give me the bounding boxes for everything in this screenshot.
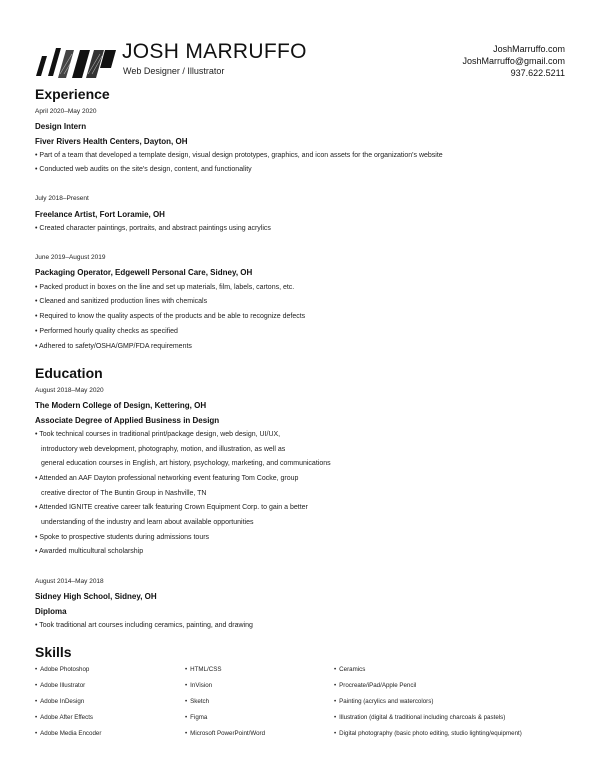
school-bullet: • Spoke to prospective students during admissions tours: [35, 534, 210, 541]
job-date: June 2019–August 2019: [35, 254, 106, 261]
skill-item: • Painting (acrylics and watercolors): [334, 697, 434, 705]
email-link[interactable]: JoshMarruffo@gmail.com: [462, 56, 565, 66]
school-date: August 2018–May 2020: [35, 387, 104, 394]
job-role: Design Intern: [35, 122, 87, 131]
skill-item: • Sketch: [185, 697, 210, 705]
school-bullet: • Took technical courses in traditional print/package design, web design, UI/UX,: [35, 431, 281, 438]
skill-item: • Microsoft PowerPoint/Word: [185, 729, 266, 737]
skill-item: • Adobe Photoshop: [35, 666, 90, 673]
skill-item: • Ceramics: [334, 666, 366, 673]
school-bullet: • Attended IGNITE creative career talk featuring Crown Equipment Corp. to gain a better: [35, 504, 308, 511]
school-bullet-cont: general education courses in English, art history, psychology, marketing, and communications: [41, 460, 331, 467]
skills-heading: Skills: [35, 644, 72, 660]
contact-block: [462, 43, 565, 79]
applicant-name: JOSH MARRUFFO: [122, 40, 307, 63]
job-bullet: • Required to know the quality aspects of the products and be able to recognize defects: [35, 313, 306, 320]
job-bullet: • Performed hourly quality checks as specified: [35, 328, 178, 335]
job-bullet: • Adhered to safety/OSHA/GMP/FDA requirements: [35, 343, 192, 350]
education-heading: Education: [35, 365, 103, 381]
skill-item: • Digital photography (basic photo editing, studio lighting/equipment): [334, 729, 522, 737]
school-date: August 2014–May 2018: [35, 578, 104, 585]
school-bullet: • Attended an AAF Dayton professional networking event featuring Tom Cocke, group: [35, 475, 299, 482]
skills-column-3: [334, 666, 522, 745]
skill-item: • HTML/CSS: [185, 666, 222, 673]
school-degree: Diploma: [35, 607, 67, 616]
school-name: Sidney High School, Sidney, OH: [35, 592, 157, 601]
job-bullet: • Part of a team that developed a template design, visual design prototypes, graphics, and icon assets for the organization's website: [35, 152, 443, 159]
skill-item: • InVision: [185, 681, 213, 689]
skill-item: • Adobe Illustrator: [35, 681, 86, 689]
job-bullet: • Created character paintings, portraits, and abstract paintings using acrylics: [35, 225, 271, 232]
skill-item: • Illustration (digital & traditional including charcoals & pastels): [334, 713, 506, 721]
job-bullet: • Conducted web audits on the site's design, content, and functionality: [35, 166, 252, 173]
school-bullet-cont: creative director of The Buntin Group in Nashville, TN: [41, 490, 207, 497]
school-bullet: • Awarded multicultural scholarship: [35, 548, 144, 555]
job-date: July 2018–Present: [35, 195, 89, 202]
skills-column-2: [185, 666, 265, 745]
skill-item: • Adobe InDesign: [35, 697, 85, 705]
job-date: April 2020–May 2020: [35, 108, 97, 115]
applicant-role: Web Designer / Illustrator: [123, 66, 225, 76]
skill-item: • Adobe After Effects: [35, 713, 94, 721]
school-bullet: • Took traditional art courses including ceramics, painting, and drawing: [35, 622, 253, 629]
jm-logo: [34, 44, 118, 80]
job-org: Packaging Operator, Edgewell Personal Care, Sidney, OH: [35, 268, 253, 277]
job-org: Freelance Artist, Fort Loramie, OH: [35, 210, 165, 219]
job-bullet: • Cleaned and sanitized production lines with chemicals: [35, 298, 208, 305]
school-name: The Modern College of Design, Kettering, OH: [35, 401, 207, 410]
skill-item: • Adobe Media Encoder: [35, 729, 102, 737]
skills-column-1: [35, 666, 101, 745]
job-org: Fiver Rivers Health Centers, Dayton, OH: [35, 137, 188, 146]
skill-item: • Procreate/iPad/Apple Pencil: [334, 681, 417, 689]
school-degree: Associate Degree of Applied Business in Design: [35, 416, 220, 425]
experience-heading: Experience: [35, 86, 110, 102]
job-bullet: • Packed product in boxes on the line and set up materials, film, labels, cartons, etc.: [35, 284, 295, 291]
skill-item: • Figma: [185, 713, 208, 721]
school-bullet-cont: understanding of the industry and learn about available opportunities: [41, 519, 254, 526]
website-link[interactable]: JoshMarruffo.com: [493, 44, 565, 54]
phone-number: 937.622.5211: [510, 68, 565, 78]
school-bullet-cont: introductory web development, photography, motion, and illustration, as well as: [41, 446, 286, 453]
